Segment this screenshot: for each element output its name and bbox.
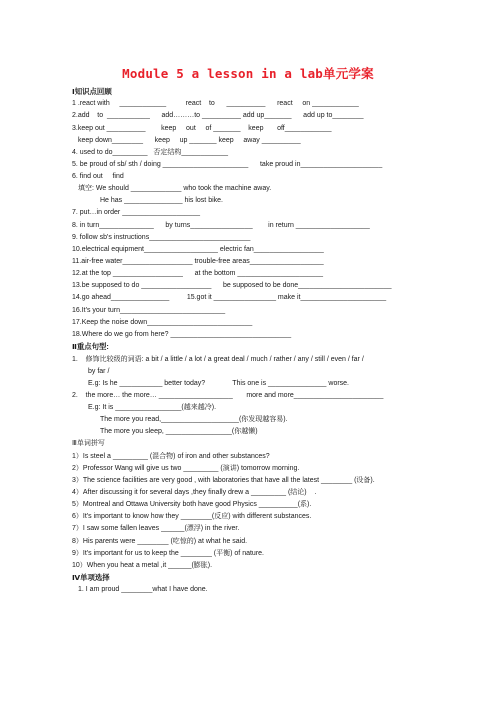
worksheet-line: by far / [88,368,110,375]
worksheet-line: The more you read,____________________(你发现越容易). [100,416,288,423]
worksheet-line: 8）His parents were ________ (吃惊的) at what he said. [72,538,248,545]
worksheet-line: 2）Professor Wang will give us two _________ (演讲) tomorrow morning. [72,465,300,472]
worksheet-line: 5）Montreal and Ottawa University both have good Physics __________(系). [72,501,312,508]
worksheet-line: 1）Is steel a _________ (混合物) of iron and other substances? [72,453,270,460]
worksheet-line: Ⅲ单词拼写 [72,440,105,447]
worksheet-line: 6. find out find [72,173,124,180]
worksheet-line: 5. be proud of sb/ sth / doing ______________________ take proud in_____________________ [72,161,383,168]
worksheet-line: 14.go ahead_______________ 15.got it ________________ make it______________________ [72,294,387,301]
worksheet-line: keep down________ keep up _______ keep away __________ [78,137,301,144]
worksheet-line: 11.air-free water__________________ trouble-free areas___________________ [72,258,324,265]
worksheet-line: 1. I am proud ________what I have done. [78,586,208,593]
worksheet-line: 1. 修饰比较级的词语: a bit / a little / a lot / a great deal / much / rather / any / still / even / far / [72,356,364,363]
worksheet-line: Ⅳ单项选择 [72,573,110,582]
worksheet-line: The more you sleep, _________________(你越懒) [100,428,258,435]
worksheet-line: 13.be supposed to do __________________ be supposed to be done________________________ [72,282,392,289]
worksheet-line: E.g: It is _________________(越来越冷). [88,404,217,411]
worksheet-line: 8. in turn______________ by turns________________ in return ___________________ [72,222,370,229]
worksheet-line: 2. the more… the more… ___________________ more and more_______________________ [72,392,384,399]
worksheet-line: 1 .react with ____________ react to __________ react on ____________ [72,100,359,107]
worksheet-line: 填空: We should _____________ who took the machine away. [78,185,272,192]
worksheet-line: 17.Keep the noise down___________________________ [72,319,253,326]
worksheet-line: 2.add to ___________ add………to __________ add up_______ add up to________ [72,112,364,119]
worksheet-line: 7. put…in order ____________________ [72,209,201,216]
worksheet-line: 18.Where do we go from here? _______________________________ [72,331,292,338]
worksheet-line: 3）The science facilities are very good , with laboratories that have all the latest ________ (设备). [72,477,375,484]
worksheet-line: 9. follow sb's instructions__________________________ [72,234,251,241]
worksheet-line: 10.electrical equipment___________________ electric fan__________________ [72,246,324,253]
page-title: Module 5 a lesson in a lab单元学案 [122,66,374,81]
worksheet-line: He has _______________ his lost bike. [100,197,223,204]
worksheet-line: Ⅱ重点句型: [72,342,109,351]
worksheet-line: 10）When you heat a metal ,it ______(膨胀). [72,562,213,569]
worksheet-line: 16.It's your turn___________________________ [72,307,226,314]
worksheet-line: 12.at the top __________________ at the bottom ______________________ [72,270,324,277]
worksheet-line: E.g: Is he ___________ better today? This one is _______________ worse. [88,380,349,387]
worksheet-line: 4）After discussing it for several days ,they finally drew a _________ (结论) . [72,489,317,496]
worksheet-line: Ⅰ知识点回顾 [72,87,112,96]
worksheet-line: 4. used to do_________ 否定结构____________ [72,149,229,156]
worksheet-line: 6）It's important to know how they ________(反应) with different substances. [72,513,312,520]
worksheet-line: 7）I saw some fallen leaves ______(漂浮) in the river. [72,525,240,532]
worksheet-line: 9）It's important for us to keep the ________ (平衡) of nature. [72,550,264,557]
worksheet-line: 3.keep out __________ keep out of _______ keep off____________ [72,125,332,132]
